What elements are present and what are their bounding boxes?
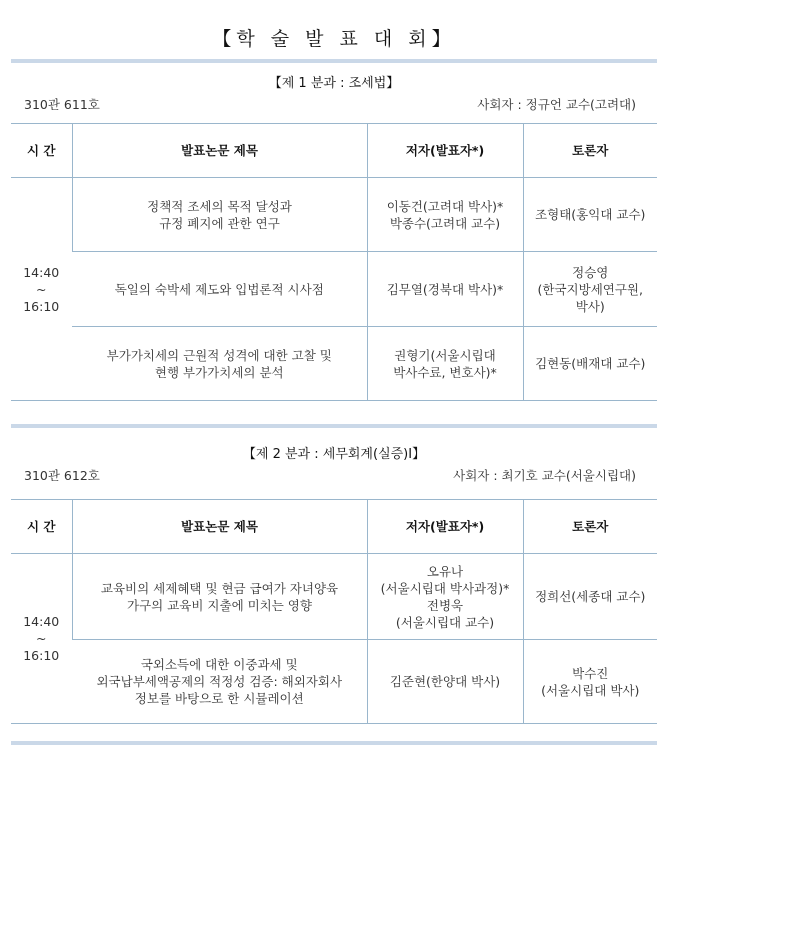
header-discussant: 토론자 bbox=[523, 124, 657, 178]
table-row bbox=[11, 252, 657, 327]
paper-author: 오유나 (서울시립대 박사과정)* 전병욱 (서울시립대 교수) bbox=[367, 554, 523, 640]
header-time: 시 간 bbox=[11, 500, 72, 554]
header-paper: 발표논문 제목 bbox=[72, 500, 367, 554]
session-1-table bbox=[11, 123, 657, 401]
session-2-bottom-band bbox=[11, 741, 657, 745]
time-end: 16:10 bbox=[23, 648, 60, 663]
time-start: 14:40 bbox=[23, 264, 60, 280]
paper-title: 국외소득에 대한 이중과세 및 외국납부세액공제의 적정성 검증: 해외자회사 정보를 바탕으로 한 시뮬레이션 bbox=[72, 640, 367, 724]
table-row bbox=[11, 327, 657, 401]
header-author: 저자(발표자*) bbox=[367, 500, 523, 554]
header-discussant: 토론자 bbox=[523, 500, 657, 554]
session-1-title: 【제 1 분과 : 조세법】 bbox=[268, 76, 400, 91]
paper-author: 김무열(경북대 박사)* bbox=[367, 252, 523, 327]
header-paper: 발표논문 제목 bbox=[72, 124, 367, 178]
session-2-room: 310관 612호 bbox=[24, 468, 100, 483]
table-header-row bbox=[11, 124, 657, 178]
time-end: 16:10 bbox=[23, 298, 60, 314]
paper-author: 권형기(서울시립대 박사수료, 변호사)* bbox=[367, 327, 523, 401]
discussant: 박수진 (서울시립대 박사) bbox=[523, 640, 657, 724]
table-row bbox=[11, 554, 657, 640]
time-cell bbox=[11, 178, 72, 401]
header-author: 저자(발표자*) bbox=[367, 124, 523, 178]
discussant: 조형태(홍익대 교수) bbox=[523, 178, 657, 252]
discussant: 정희선(세종대 교수) bbox=[523, 554, 657, 640]
paper-title: 교육비의 세제혜택 및 현금 급여가 자녀양육 가구의 교육비 지출에 미치는 영향 bbox=[72, 554, 367, 640]
table-header-row bbox=[11, 500, 657, 554]
time-cell bbox=[11, 554, 72, 724]
header-time: 시 간 bbox=[11, 124, 72, 178]
paper-title: 독일의 숙박세 제도와 입법론적 시사점 bbox=[72, 252, 367, 327]
paper-author: 이동건(고려대 박사)* 박종수(고려대 교수) bbox=[367, 178, 523, 252]
paper-title: 정책적 조세의 목적 달성과 규정 폐지에 관한 연구 bbox=[72, 178, 367, 252]
discussant: 정승영 (한국지방세연구원, 박사) bbox=[523, 252, 657, 327]
session-2-top-band bbox=[11, 424, 657, 428]
session-2-title: 【제 2 분과 : 세무회계(실증)Ⅰ】 bbox=[242, 447, 426, 462]
paper-author: 김준현(한양대 박사) bbox=[367, 640, 523, 724]
table-row bbox=[11, 178, 657, 252]
time-start: 14:40 bbox=[23, 614, 60, 629]
session-1-room: 310관 611호 bbox=[24, 97, 100, 112]
session-1-moderator: 사회자 : 정규언 교수(고려대) bbox=[477, 97, 636, 112]
table-row bbox=[11, 640, 657, 724]
page-title: 【학 술 발 표 대 회】 bbox=[212, 28, 456, 50]
discussant: 김현동(배재대 교수) bbox=[523, 327, 657, 401]
paper-title: 부가가치세의 근원적 성격에 대한 고찰 및 현행 부가가치세의 분석 bbox=[72, 327, 367, 401]
time-separator: ~ bbox=[36, 281, 47, 297]
time-separator: ~ bbox=[36, 631, 47, 646]
session-2-moderator: 사회자 : 최기호 교수(서울시립대) bbox=[453, 468, 636, 483]
session-1-top-band bbox=[11, 59, 657, 63]
session-2-table bbox=[11, 499, 657, 724]
